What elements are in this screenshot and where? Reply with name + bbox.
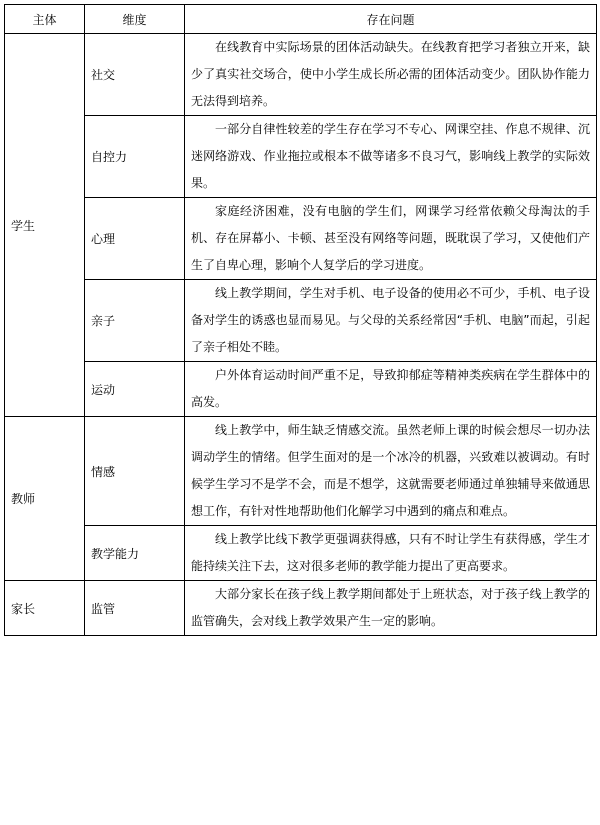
issue-cell	[185, 526, 597, 581]
header-issue: 存在问题	[185, 5, 597, 34]
dimension-cell: 运动	[85, 362, 185, 417]
subject-cell-teachers: 教师	[5, 417, 85, 581]
dimension-cell: 情感	[85, 417, 185, 526]
header-dimension: 维度	[85, 5, 185, 34]
issue-text: 一部分自律性较差的学生存在学习不专心、网课空挂、作息不规律、沉迷网络游戏、作业拖拉或根本不做等诸多不良习气，影响线上教学的实际效果。	[191, 122, 590, 190]
dimension-cell: 监管	[85, 581, 185, 636]
issue-text: 线上教学中，师生缺乏情感交流。虽然老师上课的时候会想尽一切办法调动学生的情绪。但学生面对的是一个冰冷的机器，兴致难以被调动。有时候学生学习不是学不会，而是不想学，这就需要老师通过单独辅导来做通思想工作，有针对性地帮助他们化解学习中遇到的痛点和难点。	[191, 423, 590, 518]
issue-text: 家庭经济困难，没有电脑的学生们，网课学习经常依赖父母淘汰的手机、存在屏幕小、卡顿、甚至没有网络等问题，既耽误了学习，又使他们产生了自卑心理，影响个人复学后的学习进度。	[191, 204, 590, 272]
table-row	[5, 116, 597, 198]
dimension-cell: 社交	[85, 34, 185, 116]
dimension-cell: 教学能力	[85, 526, 185, 581]
table-row	[5, 198, 597, 280]
dimension-cell: 自控力	[85, 116, 185, 198]
table-row	[5, 581, 597, 636]
issue-cell	[185, 198, 597, 280]
dimension-cell: 亲子	[85, 280, 185, 362]
issue-text: 线上教学比线下教学更强调获得感，只有不时让学生有获得感，学生才能持续关注下去，这对很多老师的教学能力提出了更高要求。	[191, 532, 590, 573]
issue-cell	[185, 34, 597, 116]
header-subject: 主体	[5, 5, 85, 34]
issue-cell	[185, 581, 597, 636]
subject-cell-parents: 家长	[5, 581, 85, 636]
header-row	[5, 5, 597, 34]
issue-text: 在线教育中实际场景的团体活动缺失。在线教育把学习者独立开来，缺少了真实社交场合，使中小学生成长所必需的团体活动变少。团队协作能力无法得到培养。	[191, 40, 590, 108]
issue-cell	[185, 362, 597, 417]
table-row	[5, 280, 597, 362]
table-row	[5, 417, 597, 526]
issue-text: 户外体育运动时间严重不足，导致抑郁症等精神类疾病在学生群体中的高发。	[191, 368, 590, 409]
issue-text: 线上教学期间，学生对手机、电子设备的使用必不可少，手机、电子设备对学生的诱惑也显而易见。与父母的关系经常因“手机、电脑”而起，引起了亲子相处不睦。	[191, 286, 590, 354]
issue-cell	[185, 280, 597, 362]
table-row	[5, 526, 597, 581]
issue-cell	[185, 116, 597, 198]
table-row	[5, 34, 597, 116]
issue-cell	[185, 417, 597, 526]
dimension-cell: 心理	[85, 198, 185, 280]
table-row	[5, 362, 597, 417]
issues-table	[4, 4, 597, 636]
subject-cell-students: 学生	[5, 34, 85, 417]
issue-text: 大部分家长在孩子线上教学期间都处于上班状态，对于孩子线上教学的监管确失，会对线上教学效果产生一定的影响。	[191, 587, 590, 628]
